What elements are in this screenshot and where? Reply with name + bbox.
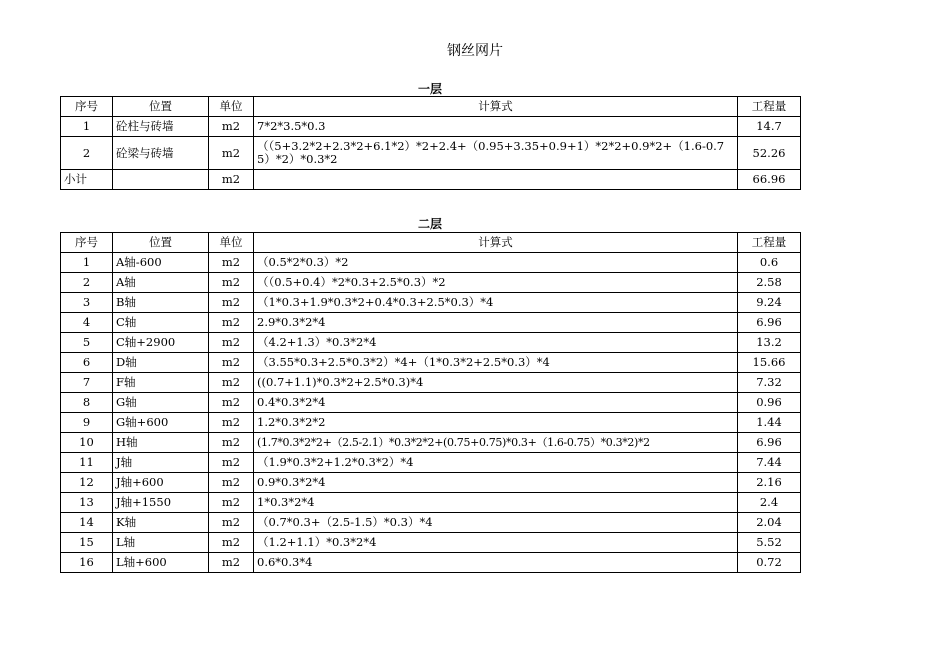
cell-no: 6 <box>61 353 113 373</box>
cell-unit: m2 <box>209 253 254 273</box>
cell-formula: （0.7*0.3+（2.5-1.5）*0.3）*4 <box>254 513 738 533</box>
cell-location: G轴 <box>113 393 209 413</box>
cell-unit: m2 <box>209 513 254 533</box>
cell-quantity: 2.16 <box>738 473 801 493</box>
cell-no: 9 <box>61 413 113 433</box>
cell-no: 16 <box>61 553 113 573</box>
cell-formula: 2.9*0.3*2*4 <box>254 313 738 333</box>
cell-quantity: 52.26 <box>738 137 801 170</box>
cell-location: J轴+600 <box>113 473 209 493</box>
cell-formula: （4.2+1.3）*0.3*2*4 <box>254 333 738 353</box>
cell-unit: m2 <box>209 353 254 373</box>
cell-unit: m2 <box>209 473 254 493</box>
cell-location: A轴-600 <box>113 253 209 273</box>
header-formula: 计算式 <box>254 233 738 253</box>
cell-formula <box>254 170 738 190</box>
floor-1-table <box>60 96 801 190</box>
table-row <box>61 373 801 393</box>
header-no: 序号 <box>61 97 113 117</box>
table-header-row <box>61 97 801 117</box>
cell-unit: m2 <box>209 413 254 433</box>
cell-unit: m2 <box>209 313 254 333</box>
cell-unit: m2 <box>209 373 254 393</box>
cell-quantity: 0.72 <box>738 553 801 573</box>
cell-formula: 0.9*0.3*2*4 <box>254 473 738 493</box>
cell-location: 砼柱与砖墙 <box>113 117 209 137</box>
section-heading-floor-2: 二层 <box>417 217 442 231</box>
table-row <box>61 273 801 293</box>
table-row <box>61 353 801 373</box>
table-row <box>61 253 801 273</box>
cell-quantity: 1.44 <box>738 413 801 433</box>
table-row <box>61 393 801 413</box>
table-header-row <box>61 233 801 253</box>
cell-formula: 0.6*0.3*4 <box>254 553 738 573</box>
table-row <box>61 533 801 553</box>
cell-quantity: 15.66 <box>738 353 801 373</box>
cell-no: 1 <box>61 117 113 137</box>
cell-location: G轴+600 <box>113 413 209 433</box>
table-row <box>61 137 801 170</box>
cell-quantity: 7.44 <box>738 453 801 473</box>
header-location: 位置 <box>113 97 209 117</box>
table-row <box>61 293 801 313</box>
cell-unit: m2 <box>209 117 254 137</box>
cell-quantity: 2.04 <box>738 513 801 533</box>
cell-no: 2 <box>61 273 113 293</box>
cell-location: D轴 <box>113 353 209 373</box>
cell-location: H轴 <box>113 433 209 453</box>
header-no: 序号 <box>61 233 113 253</box>
cell-unit: m2 <box>209 170 254 190</box>
header-unit: 单位 <box>209 233 254 253</box>
table-row <box>61 453 801 473</box>
cell-no: 11 <box>61 453 113 473</box>
cell-unit: m2 <box>209 393 254 413</box>
cell-unit: m2 <box>209 273 254 293</box>
section-heading-floor-1: 一层 <box>417 82 442 96</box>
header-formula: 计算式 <box>254 97 738 117</box>
table-row <box>61 333 801 353</box>
header-location: 位置 <box>113 233 209 253</box>
cell-no: 4 <box>61 313 113 333</box>
cell-no: 3 <box>61 293 113 313</box>
cell-no: 14 <box>61 513 113 533</box>
cell-location: B轴 <box>113 293 209 313</box>
table-row <box>61 433 801 453</box>
table-row <box>61 313 801 333</box>
cell-quantity: 13.2 <box>738 333 801 353</box>
cell-quantity: 7.32 <box>738 373 801 393</box>
cell-unit: m2 <box>209 533 254 553</box>
page-title: 钢丝网片 <box>447 43 503 59</box>
cell-location: C轴+2900 <box>113 333 209 353</box>
cell-formula: （3.55*0.3+2.5*0.3*2）*4+（1*0.3*2+2.5*0.3）*4 <box>254 353 738 373</box>
table-row <box>61 493 801 513</box>
floor-2-table <box>60 232 801 573</box>
cell-quantity: 0.96 <box>738 393 801 413</box>
cell-location: J轴+1550 <box>113 493 209 513</box>
cell-no: 2 <box>61 137 113 170</box>
cell-formula: (1.7*0.3*2*2+（2.5-2.1）*0.3*2*2+(0.75+0.75)*0.3+（1.6-0.75）*0.3*2)*2 <box>254 433 738 453</box>
cell-unit: m2 <box>209 293 254 313</box>
cell-no: 15 <box>61 533 113 553</box>
cell-unit: m2 <box>209 493 254 513</box>
cell-quantity: 2.4 <box>738 493 801 513</box>
cell-no: 1 <box>61 253 113 273</box>
cell-formula: 1.2*0.3*2*2 <box>254 413 738 433</box>
cell-no: 5 <box>61 333 113 353</box>
cell-formula: 1*0.3*2*4 <box>254 493 738 513</box>
cell-location: A轴 <box>113 273 209 293</box>
cell-subtotal-label: 小计 <box>61 170 113 190</box>
cell-formula: 7*2*3.5*0.3 <box>254 117 738 137</box>
cell-unit: m2 <box>209 433 254 453</box>
cell-location: L轴 <box>113 533 209 553</box>
table-row <box>61 473 801 493</box>
header-quantity: 工程量 <box>738 97 801 117</box>
cell-location: J轴 <box>113 453 209 473</box>
cell-formula: （0.5*2*0.3）*2 <box>254 253 738 273</box>
cell-formula: 0.4*0.3*2*4 <box>254 393 738 413</box>
cell-no: 13 <box>61 493 113 513</box>
cell-no: 12 <box>61 473 113 493</box>
cell-formula: （1*0.3+1.9*0.3*2+0.4*0.3+2.5*0.3）*4 <box>254 293 738 313</box>
cell-location: F轴 <box>113 373 209 393</box>
cell-formula: （1.2+1.1）*0.3*2*4 <box>254 533 738 553</box>
cell-quantity: 2.58 <box>738 273 801 293</box>
cell-location: 砼梁与砖墙 <box>113 137 209 170</box>
cell-unit: m2 <box>209 453 254 473</box>
header-unit: 单位 <box>209 97 254 117</box>
table-row <box>61 413 801 433</box>
cell-quantity: 0.6 <box>738 253 801 273</box>
cell-no: 10 <box>61 433 113 453</box>
cell-location: L轴+600 <box>113 553 209 573</box>
cell-quantity: 66.96 <box>738 170 801 190</box>
cell-location: K轴 <box>113 513 209 533</box>
header-quantity: 工程量 <box>738 233 801 253</box>
cell-unit: m2 <box>209 553 254 573</box>
table-row <box>61 117 801 137</box>
cell-formula: ((0.7+1.1)*0.3*2+2.5*0.3)*4 <box>254 373 738 393</box>
cell-quantity: 5.52 <box>738 533 801 553</box>
table-row <box>61 513 801 533</box>
cell-quantity: 6.96 <box>738 433 801 453</box>
cell-location: C轴 <box>113 313 209 333</box>
cell-quantity: 6.96 <box>738 313 801 333</box>
cell-formula: （（0.5+0.4）*2*0.3+2.5*0.3）*2 <box>254 273 738 293</box>
cell-formula: （1.9*0.3*2+1.2*0.3*2）*4 <box>254 453 738 473</box>
cell-unit: m2 <box>209 137 254 170</box>
table-row <box>61 553 801 573</box>
cell-no: 8 <box>61 393 113 413</box>
cell-quantity: 14.7 <box>738 117 801 137</box>
cell-unit: m2 <box>209 333 254 353</box>
cell-quantity: 9.24 <box>738 293 801 313</box>
cell-location <box>113 170 209 190</box>
cell-no: 7 <box>61 373 113 393</box>
subtotal-row <box>61 170 801 190</box>
cell-formula: （（5+3.2*2+2.3*2+6.1*2）*2+2.4+（0.95+3.35+0.9+1）*2*2+0.9*2+（1.6-0.75）*2）*0.3*2 <box>254 137 738 170</box>
